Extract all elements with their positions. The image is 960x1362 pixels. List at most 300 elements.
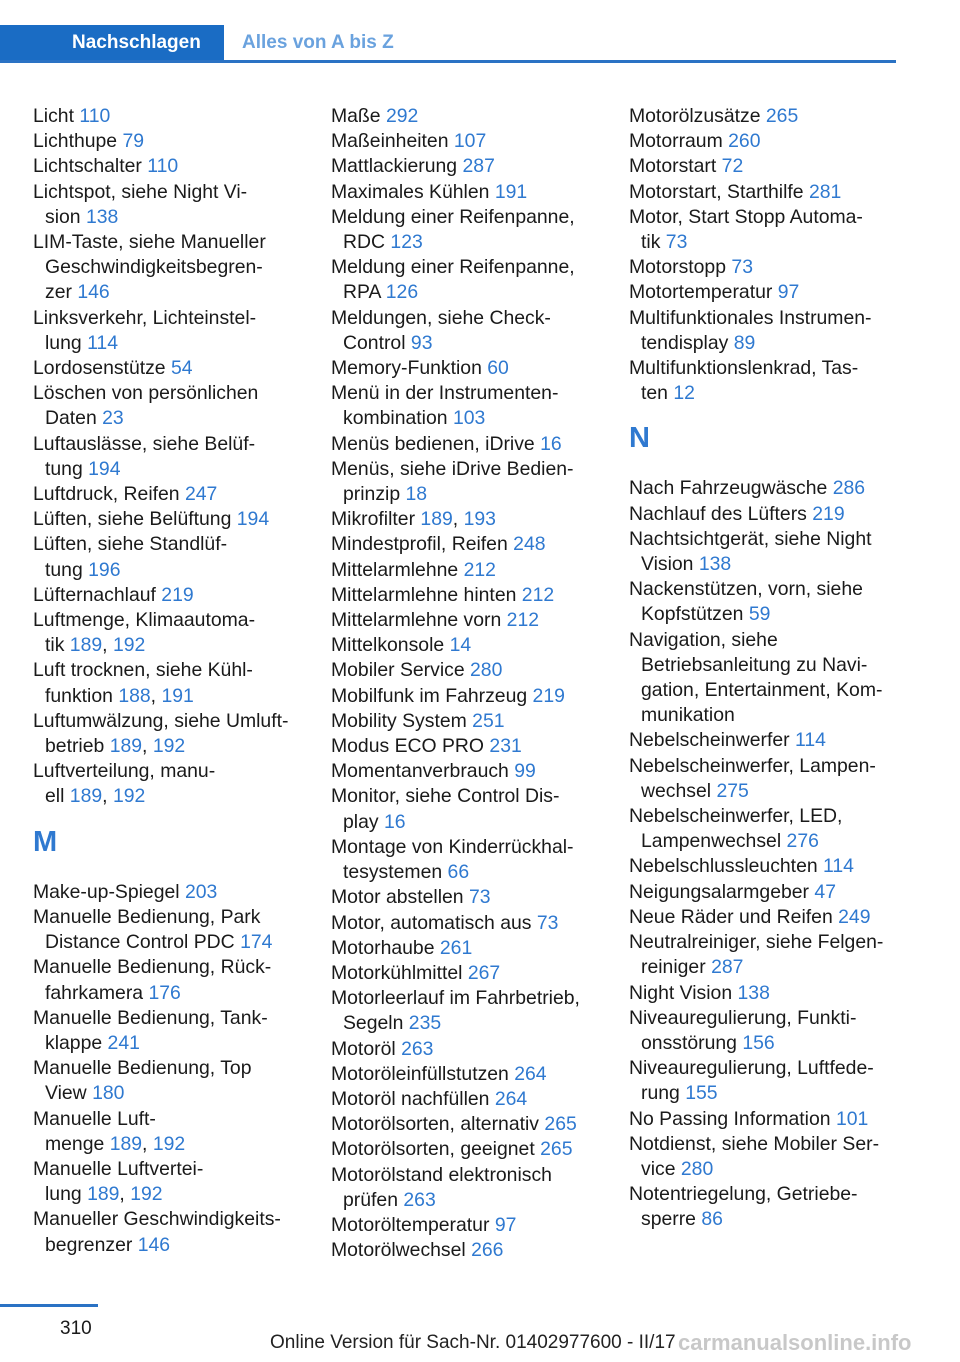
index-term: Motoröl nachfüllen xyxy=(331,1087,490,1110)
page-reference[interactable]: 47 xyxy=(814,880,836,903)
index-term: Maximales Kühlen xyxy=(331,180,490,203)
page-reference[interactable]: 189 xyxy=(69,785,103,808)
page-reference[interactable]: 72 xyxy=(721,155,744,178)
index-term: Nebelscheinwerfer, LED, xyxy=(629,805,843,828)
tab-nachschlagen[interactable]: Nachschlagen xyxy=(0,25,224,61)
page-reference[interactable]: 16 xyxy=(383,810,406,833)
online-version-note: Online Version für Sach-Nr. 01402977600 - II/17 xyxy=(270,1332,676,1353)
index-entry xyxy=(629,577,909,602)
index-entry xyxy=(331,381,611,406)
index-entry xyxy=(33,1207,313,1232)
index-entry xyxy=(629,104,909,129)
page-reference[interactable]: 60 xyxy=(487,357,509,380)
index-term: Geschwindigkeitsbegren- xyxy=(45,256,263,279)
index-entry xyxy=(629,306,909,331)
index-entry xyxy=(629,728,909,753)
page-reference[interactable]: 219 xyxy=(161,583,194,606)
index-term: Licht xyxy=(33,105,74,127)
page-reference[interactable]: 192 xyxy=(152,735,186,758)
index-entry xyxy=(331,835,611,860)
page-reference[interactable]: 189 xyxy=(420,508,453,531)
page-reference[interactable]: 66 xyxy=(447,861,470,884)
index-entry xyxy=(331,709,611,734)
index-term: onsstörung xyxy=(641,1031,737,1054)
page-reference[interactable]: 192 xyxy=(130,1183,163,1206)
index-entry-continuation xyxy=(331,482,611,507)
index-entry xyxy=(629,180,909,205)
page-reference[interactable]: 188 xyxy=(118,684,151,707)
index-term: Meldung einer Reifenpanne, xyxy=(331,256,575,279)
page-reference[interactable]: 193 xyxy=(463,508,496,531)
index-column-3 xyxy=(629,104,909,1233)
index-term: Luftmenge, Klimaautoma- xyxy=(33,609,256,632)
index-term: Niveauregulierung, Luftfede- xyxy=(629,1057,874,1080)
page-reference[interactable]: 276 xyxy=(786,830,819,853)
page-reference[interactable]: 59 xyxy=(748,603,771,626)
index-term: Notdienst, siehe Mobiler Ser- xyxy=(629,1132,880,1155)
index-term: Lichtspot, siehe Night Vi- xyxy=(33,180,248,203)
index-term: Manueller Geschwindigkeits- xyxy=(33,1208,281,1231)
index-entry-continuation xyxy=(331,1188,611,1213)
page-reference[interactable]: 189 xyxy=(109,1132,143,1155)
index-term: prüfen xyxy=(343,1188,398,1211)
page-reference[interactable]: 79 xyxy=(122,130,145,153)
index-entry xyxy=(331,154,611,179)
page-reference[interactable]: 156 xyxy=(742,1031,775,1054)
page-reference[interactable]: 73 xyxy=(731,256,753,279)
index-term: Niveauregulierung, Funkti- xyxy=(629,1006,857,1029)
index-term: Mattlackierung xyxy=(331,155,458,178)
index-term: tik xyxy=(45,634,65,657)
index-term: Lichthupe xyxy=(33,130,118,153)
page-reference[interactable]: 18 xyxy=(405,483,428,506)
page-reference[interactable]: 267 xyxy=(467,961,501,984)
page-reference[interactable]: 287 xyxy=(711,956,744,979)
index-entry xyxy=(33,1157,313,1182)
index-entry xyxy=(331,911,611,936)
page-reference[interactable]: 189 xyxy=(69,634,103,657)
page-reference[interactable]: 194 xyxy=(88,457,121,480)
page-reference[interactable]: 192 xyxy=(152,1132,186,1155)
index-term: play xyxy=(343,810,379,833)
index-entry-continuation xyxy=(629,331,909,356)
index-entry xyxy=(33,709,313,734)
index-entry xyxy=(629,1107,909,1132)
index-entry-continuation xyxy=(629,552,909,577)
tab-alles-von-a-bis-z[interactable]: Alles von A bis Z xyxy=(242,32,394,53)
index-term: Motorölstand elektronisch xyxy=(331,1163,552,1186)
index-term: Motorölsorten, geeignet xyxy=(331,1138,535,1161)
index-term: Nachlauf des Lüfters xyxy=(629,502,807,525)
index-term: klappe xyxy=(45,1031,103,1054)
page-reference[interactable]: 97 xyxy=(494,1213,517,1236)
page-reference[interactable]: 110 xyxy=(147,155,179,178)
index-term: Lichtschalter xyxy=(33,155,142,178)
page-reference[interactable]: 189 xyxy=(87,1183,120,1206)
index-entry xyxy=(33,608,313,633)
page-reference[interactable]: 265 xyxy=(765,105,799,127)
page-reference[interactable]: 73 xyxy=(468,886,491,909)
page-reference[interactable]: 89 xyxy=(733,331,756,354)
index-term: View xyxy=(45,1082,87,1105)
page-reference[interactable]: 101 xyxy=(835,1107,869,1130)
page-reference[interactable]: 155 xyxy=(685,1082,718,1105)
index-entry-continuation xyxy=(331,406,611,431)
index-entry-continuation: ell 189, 192 xyxy=(45,785,146,808)
page-reference[interactable]: 231 xyxy=(489,735,522,758)
page-reference[interactable]: 114 xyxy=(823,855,854,878)
index-entry-continuation xyxy=(331,860,611,885)
page-reference[interactable]: 16 xyxy=(540,432,562,455)
index-entry xyxy=(331,1037,611,1062)
index-entry-continuation: menge 189, 192 xyxy=(45,1132,186,1155)
index-term: Motorhaube xyxy=(331,936,435,959)
index-entry xyxy=(629,255,909,280)
index-term: Vision xyxy=(641,553,694,576)
index-entry xyxy=(331,1112,611,1137)
section-letter: M xyxy=(33,825,58,858)
index-term: Neigungsalarmgeber xyxy=(629,880,810,903)
watermark-text: carmanualsonline.info xyxy=(678,1330,912,1355)
index-entry xyxy=(331,658,611,683)
page-reference[interactable]: 260 xyxy=(728,130,761,153)
index-entry xyxy=(331,633,611,658)
index-entry xyxy=(33,1006,313,1031)
index-term: tung xyxy=(45,457,83,480)
page-reference[interactable]: 280 xyxy=(680,1157,714,1180)
index-term: funktion xyxy=(45,684,113,707)
index-term: fahrkamera xyxy=(45,981,144,1004)
page-reference[interactable]: 126 xyxy=(385,281,419,304)
page-reference[interactable]: 107 xyxy=(453,130,487,153)
index-entry-continuation xyxy=(629,653,909,678)
index-entry xyxy=(331,1087,611,1112)
index-entry-continuation xyxy=(629,381,909,406)
index-term: Motorstopp xyxy=(629,256,727,279)
index-entry xyxy=(629,981,909,1006)
page-reference[interactable]: 110 xyxy=(79,105,111,127)
index-entry xyxy=(331,936,611,961)
index-entry xyxy=(33,104,313,129)
index-entry xyxy=(331,1213,611,1238)
page-reference[interactable]: 261 xyxy=(439,936,473,959)
index-entry-continuation xyxy=(629,955,909,980)
index-term: Motortemperatur xyxy=(629,281,773,304)
index-term: Nach Fahrzeugwäsche xyxy=(629,477,828,500)
index-term: Night Vision xyxy=(629,981,733,1004)
page-reference[interactable]: 265 xyxy=(540,1138,573,1161)
page-reference[interactable]: 203 xyxy=(184,880,218,903)
page-reference[interactable]: 114 xyxy=(87,331,118,354)
index-term: Lordosenstütze xyxy=(33,357,166,380)
index-entry-continuation: tik 189, 192 xyxy=(45,634,146,657)
index-term: Luftumwälzung, siehe Umluft- xyxy=(33,709,289,732)
index-term: Mikrofilter xyxy=(331,508,416,531)
page-reference[interactable]: 275 xyxy=(716,779,749,802)
index-entry xyxy=(331,1137,611,1162)
page-reference[interactable]: 212 xyxy=(463,558,496,581)
index-entry xyxy=(629,930,909,955)
index-term: gation, Entertainment, Kom- xyxy=(641,679,883,702)
page-reference[interactable]: 123 xyxy=(390,231,423,254)
page-reference[interactable]: 241 xyxy=(107,1031,140,1054)
page-reference[interactable]: 219 xyxy=(812,502,845,525)
page-reference[interactable]: 73 xyxy=(665,231,688,254)
index-term: Lüften, siehe Standlüf- xyxy=(33,533,228,556)
index-term: lung xyxy=(45,331,82,354)
index-term: Motorraum xyxy=(629,130,723,153)
index-entry xyxy=(629,854,909,879)
index-term: Lüften, siehe Belüftung xyxy=(33,508,232,531)
index-entry-continuation xyxy=(331,331,611,356)
index-term: Neue Räder und Reifen xyxy=(629,905,833,928)
index-term: Linksverkehr, Lichteinstel- xyxy=(33,306,257,329)
index-term: Montage von Kinderrückhal- xyxy=(331,835,574,858)
index-term: Lüfternachlauf xyxy=(33,583,156,606)
index-entry-continuation xyxy=(629,1207,909,1232)
page-reference[interactable]: 180 xyxy=(92,1082,125,1105)
index-term: lung xyxy=(45,1183,82,1206)
index-entry xyxy=(629,628,909,653)
index-term: Mittelarmlehne vorn xyxy=(331,609,502,632)
index-entry xyxy=(33,905,313,930)
page-reference[interactable]: 196 xyxy=(88,558,121,581)
index-entry xyxy=(331,1238,611,1263)
index-entry-continuation xyxy=(629,678,909,703)
index-term: Nebelscheinwerfer, Lampen- xyxy=(629,754,876,777)
index-term: Distance Control PDC xyxy=(45,931,235,954)
page-reference[interactable]: 212 xyxy=(521,583,555,606)
index-entry xyxy=(629,1056,909,1081)
index-term: Kopfstützen xyxy=(641,603,744,626)
index-term: Mittelarmlehne hinten xyxy=(331,583,517,606)
index-term: vice xyxy=(641,1157,676,1180)
index-entry xyxy=(331,784,611,809)
index-entry xyxy=(629,280,909,305)
index-entry xyxy=(33,381,313,406)
index-term: Motorstart xyxy=(629,155,717,178)
page-header xyxy=(0,0,960,64)
index-term: prinzip xyxy=(343,483,401,506)
index-term: Manuelle Luft- xyxy=(33,1107,156,1130)
index-term: Control xyxy=(343,331,406,354)
index-term: Motoröltemperatur xyxy=(331,1213,490,1236)
index-term: Luftauslässe, siehe Belüf- xyxy=(33,432,256,455)
index-term: Nackenstützen, vorn, siehe xyxy=(629,578,863,601)
index-entry xyxy=(331,759,611,784)
page-reference[interactable]: 14 xyxy=(449,634,472,657)
index-entry xyxy=(629,129,909,154)
index-term: Motorölsorten, alternativ xyxy=(331,1113,540,1136)
page-reference[interactable]: 146 xyxy=(77,281,110,304)
index-entry xyxy=(629,154,909,179)
index-entry xyxy=(331,205,611,230)
page-reference[interactable]: 212 xyxy=(506,609,540,632)
index-term: Motorstart, Starthilfe xyxy=(629,180,804,203)
index-term: Motorölzusätze xyxy=(629,105,761,127)
page-reference[interactable]: 23 xyxy=(102,407,124,430)
index-entry-continuation xyxy=(33,406,313,431)
page-reference[interactable]: 265 xyxy=(544,1113,577,1136)
page-reference[interactable]: 287 xyxy=(462,155,495,178)
index-entry-continuation xyxy=(33,1233,313,1258)
index-term: Luft trocknen, siehe Kühl- xyxy=(33,659,253,682)
index-term: begrenzer xyxy=(45,1233,133,1256)
index-entry-continuation: betrieb 189, 192 xyxy=(45,735,186,758)
page-reference[interactable]: 103 xyxy=(452,407,486,430)
page-reference[interactable]: 263 xyxy=(401,1037,434,1060)
index-entry-continuation xyxy=(33,558,313,583)
index-entry-continuation: lung 189, 192 xyxy=(45,1183,163,1206)
page-reference[interactable]: 114 xyxy=(794,729,826,752)
index-term: Mobiler Service xyxy=(331,659,465,682)
page-reference[interactable]: 280 xyxy=(470,659,503,682)
index-entry xyxy=(33,955,313,980)
index-term: Meldung einer Reifenpanne, xyxy=(331,205,575,228)
page-reference[interactable]: 266 xyxy=(471,1239,504,1262)
index-entry xyxy=(33,532,313,557)
page-reference[interactable]: 263 xyxy=(403,1188,436,1211)
index-entry xyxy=(33,432,313,457)
page-reference[interactable]: 247 xyxy=(184,483,218,506)
index-term: Navigation, siehe xyxy=(629,628,778,651)
page-reference[interactable]: 264 xyxy=(494,1087,528,1110)
index-term: kombination xyxy=(343,407,448,430)
page-reference[interactable]: 138 xyxy=(85,205,119,228)
index-entry-continuation xyxy=(629,230,909,255)
index-entry xyxy=(629,1132,909,1157)
index-entry-continuation xyxy=(331,810,611,835)
index-term: tendisplay xyxy=(641,331,729,354)
index-entry xyxy=(33,507,313,532)
page-reference[interactable]: 249 xyxy=(838,905,871,928)
index-term: RPA xyxy=(343,281,381,304)
index-term: Luftdruck, Reifen xyxy=(33,483,180,506)
page-reference[interactable]: 191 xyxy=(161,684,194,707)
index-entry xyxy=(629,754,909,779)
index-term: Motorölwechsel xyxy=(331,1239,466,1262)
index-term: Momentanverbrauch xyxy=(331,760,509,783)
page-reference[interactable]: 235 xyxy=(408,1012,442,1035)
page-reference[interactable]: 192 xyxy=(112,785,146,808)
page-reference[interactable]: 174 xyxy=(240,931,273,954)
index-term: Mobility System xyxy=(331,709,467,732)
index-entry: Mikrofilter 189, 193 xyxy=(331,508,496,531)
index-term: Manuelle Luftvertei- xyxy=(33,1157,204,1180)
index-term: Notentriegelung, Getriebe- xyxy=(629,1183,858,1206)
index-term: munikation xyxy=(641,704,735,727)
index-entry-continuation xyxy=(629,1031,909,1056)
index-term: tik xyxy=(641,231,661,254)
page-reference[interactable]: 219 xyxy=(532,684,565,707)
index-entry-continuation xyxy=(33,331,313,356)
index-entry-continuation xyxy=(629,779,909,804)
index-entry xyxy=(33,230,313,255)
index-term: Mittelarmlehne xyxy=(331,558,459,581)
page-reference[interactable]: 97 xyxy=(777,281,800,304)
page-reference[interactable]: 251 xyxy=(472,709,505,732)
page-reference[interactable]: 176 xyxy=(148,981,181,1004)
index-term: Multifunktionslenkrad, Tas- xyxy=(629,357,859,380)
index-term: Segeln xyxy=(343,1012,404,1035)
index-entry xyxy=(629,205,909,230)
index-term: Lampenwechsel xyxy=(641,830,782,853)
index-entry xyxy=(629,476,909,501)
index-entry xyxy=(331,532,611,557)
page-reference[interactable]: 138 xyxy=(698,553,732,576)
index-entry xyxy=(33,180,313,205)
page-reference[interactable]: 292 xyxy=(385,105,419,127)
index-term: Motor abstellen xyxy=(331,886,464,909)
page-reference[interactable]: 99 xyxy=(514,760,536,783)
page-reference[interactable]: 264 xyxy=(514,1062,547,1085)
index-entry xyxy=(331,306,611,331)
index-term: Nebelschlussleuchten xyxy=(629,855,818,878)
index-entry-continuation xyxy=(33,255,313,280)
index-term: Make-up-Spiegel xyxy=(33,880,180,903)
page-reference[interactable]: 248 xyxy=(513,533,546,556)
page-reference[interactable]: 281 xyxy=(808,180,842,203)
index-entry-continuation xyxy=(33,1081,313,1106)
index-entry-continuation xyxy=(629,602,909,627)
page-reference[interactable]: 12 xyxy=(673,382,695,405)
index-entry xyxy=(33,583,313,608)
index-entry-continuation xyxy=(33,981,313,1006)
index-term: Motoröleinfüllstutzen xyxy=(331,1062,509,1085)
page-reference[interactable]: 93 xyxy=(410,331,433,354)
index-entry-continuation xyxy=(629,829,909,854)
index-term: Memory-Funktion xyxy=(331,357,482,380)
index-entry xyxy=(33,356,313,381)
index-term: Monitor, siehe Control Dis- xyxy=(331,785,560,808)
index-entry xyxy=(629,527,909,552)
index-term: Löschen von persönlichen xyxy=(33,382,259,405)
index-term: Meldungen, siehe Check- xyxy=(331,306,551,329)
page-number: 310 xyxy=(60,1318,92,1339)
index-term: zer xyxy=(45,281,72,304)
page-reference[interactable]: 194 xyxy=(236,508,270,531)
index-entry xyxy=(33,129,313,154)
page-reference[interactable]: 146 xyxy=(137,1233,171,1256)
index-term: ell xyxy=(45,785,65,808)
page-reference[interactable]: 138 xyxy=(737,981,770,1004)
page-reference[interactable]: 191 xyxy=(494,180,528,203)
index-term: Betriebsanleitung zu Navi- xyxy=(641,653,868,676)
page-reference[interactable]: 54 xyxy=(170,357,193,380)
index-term: Multifunktionales Instrumen- xyxy=(629,306,872,329)
index-entry-continuation: funktion 188, 191 xyxy=(45,684,194,707)
index-entry-continuation xyxy=(331,230,611,255)
page-reference[interactable]: 286 xyxy=(832,477,866,500)
index-term: Manuelle Bedienung, Top xyxy=(33,1057,252,1080)
index-entry xyxy=(331,583,611,608)
index-entry xyxy=(629,905,909,930)
index-term: reiniger xyxy=(641,956,706,979)
index-term: RDC xyxy=(343,231,386,254)
section-letter: N xyxy=(629,422,650,455)
page-reference[interactable]: 73 xyxy=(536,911,559,934)
page-reference[interactable]: 189 xyxy=(109,735,143,758)
index-entry xyxy=(331,129,611,154)
index-entry-continuation xyxy=(629,703,909,728)
page-reference[interactable]: 192 xyxy=(112,634,146,657)
page-reference[interactable]: 86 xyxy=(701,1208,723,1231)
index-entry-continuation xyxy=(33,457,313,482)
index-entry xyxy=(331,104,611,129)
index-term: LIM-Taste, siehe Manueller xyxy=(33,231,266,254)
index-entry-continuation xyxy=(331,280,611,305)
index-entry xyxy=(331,608,611,633)
